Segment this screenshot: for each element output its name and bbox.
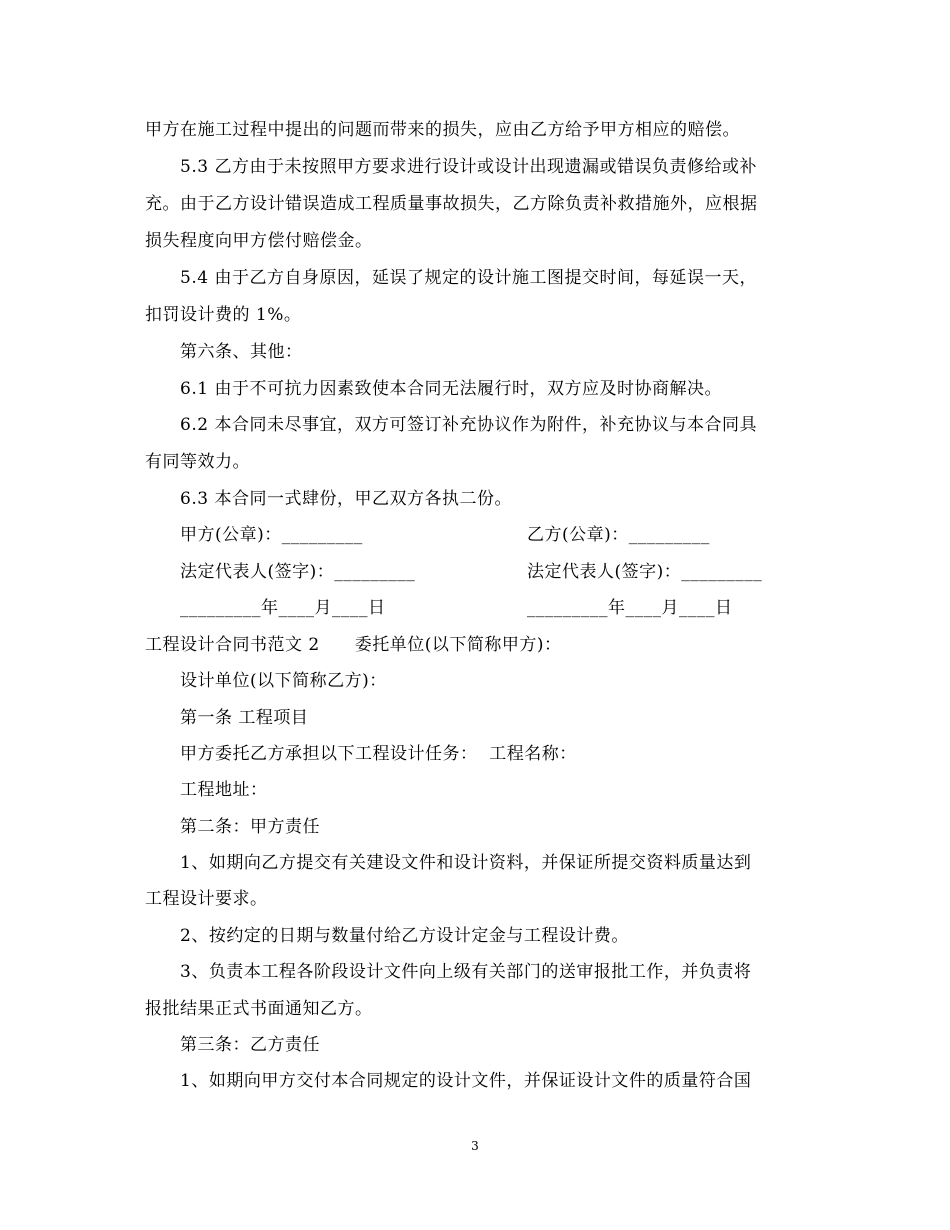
party-b-date-line: _________年____月____日	[527, 598, 733, 618]
paragraph-line: 工程设计要求。	[145, 889, 268, 909]
paragraph-line: 有同等效力。	[145, 452, 250, 472]
section-heading: 第二条：甲方责任	[180, 817, 320, 837]
paragraph-line: 6.2 本合同未尽事宜，双方可签订补充协议作为附件，补充协议与本合同具	[180, 415, 757, 435]
paragraph-line: 甲方委托乙方承担以下工程设计任务： 工程名称：	[180, 744, 577, 764]
party-a-representative-line: 法定代表人(签字)：_________	[180, 562, 416, 582]
page-number: 3	[471, 1139, 479, 1153]
section-heading: 第六条、其他：	[180, 342, 303, 362]
section-heading: 第一条 工程项目	[180, 708, 309, 728]
paragraph-line: 2、按约定的日期与数量付给乙方设计定金与工程设计费。	[180, 926, 629, 946]
paragraph-line: 甲方在施工过程中提出的问题而带来的损失，应由乙方给予甲方相应的赔偿。	[145, 120, 740, 140]
paragraph-line: 5.3 乙方由于未按照甲方要求进行设计或设计出现遗漏或错误负责修给或补	[180, 157, 757, 177]
paragraph-line: 损失程度向甲方偿付赔偿金。	[145, 231, 373, 251]
paragraph-line: 1、如期向甲方交付本合同规定的设计文件，并保证设计文件的质量符合国	[180, 1071, 752, 1091]
paragraph-line: 扣罚设计费的 1%。	[145, 305, 302, 325]
sample-title-line: 工程设计合同书范文 2 委托单位(以下简称甲方)：	[145, 635, 562, 655]
paragraph-line: 1、如期向乙方提交有关建设文件和设计资料，并保证所提交资料质量达到	[180, 853, 752, 873]
party-b-representative-line: 法定代表人(签字)：_________	[527, 562, 763, 582]
party-a-seal-line: 甲方(公章)：_________	[180, 525, 363, 545]
party-a-date-line: _________年____月____日	[180, 598, 386, 618]
paragraph-line: 设计单位(以下简称乙方)：	[180, 671, 387, 691]
paragraph-line: 工程地址：	[180, 780, 268, 800]
paragraph-line: 3、负责本工程各阶段设计文件向上级有关部门的送审报批工作，并负责将	[180, 962, 752, 982]
section-heading: 第三条：乙方责任	[180, 1035, 320, 1055]
paragraph-line: 5.4 由于乙方自身原因，延误了规定的设计施工图提交时间，每延误一天，	[180, 268, 757, 288]
paragraph-line: 6.3 本合同一式肆份，甲乙双方各执二份。	[180, 489, 512, 509]
paragraph-line: 充。由于乙方设计错误造成工程质量事故损失，乙方除负责补救措施外，应根据	[145, 194, 758, 214]
paragraph-line: 报批结果正式书面通知乙方。	[145, 999, 373, 1019]
party-b-seal-line: 乙方(公章)：_________	[527, 525, 710, 545]
paragraph-line: 6.1 由于不可抗力因素致使本合同无法履行时，双方应及时协商解决。	[180, 379, 722, 399]
